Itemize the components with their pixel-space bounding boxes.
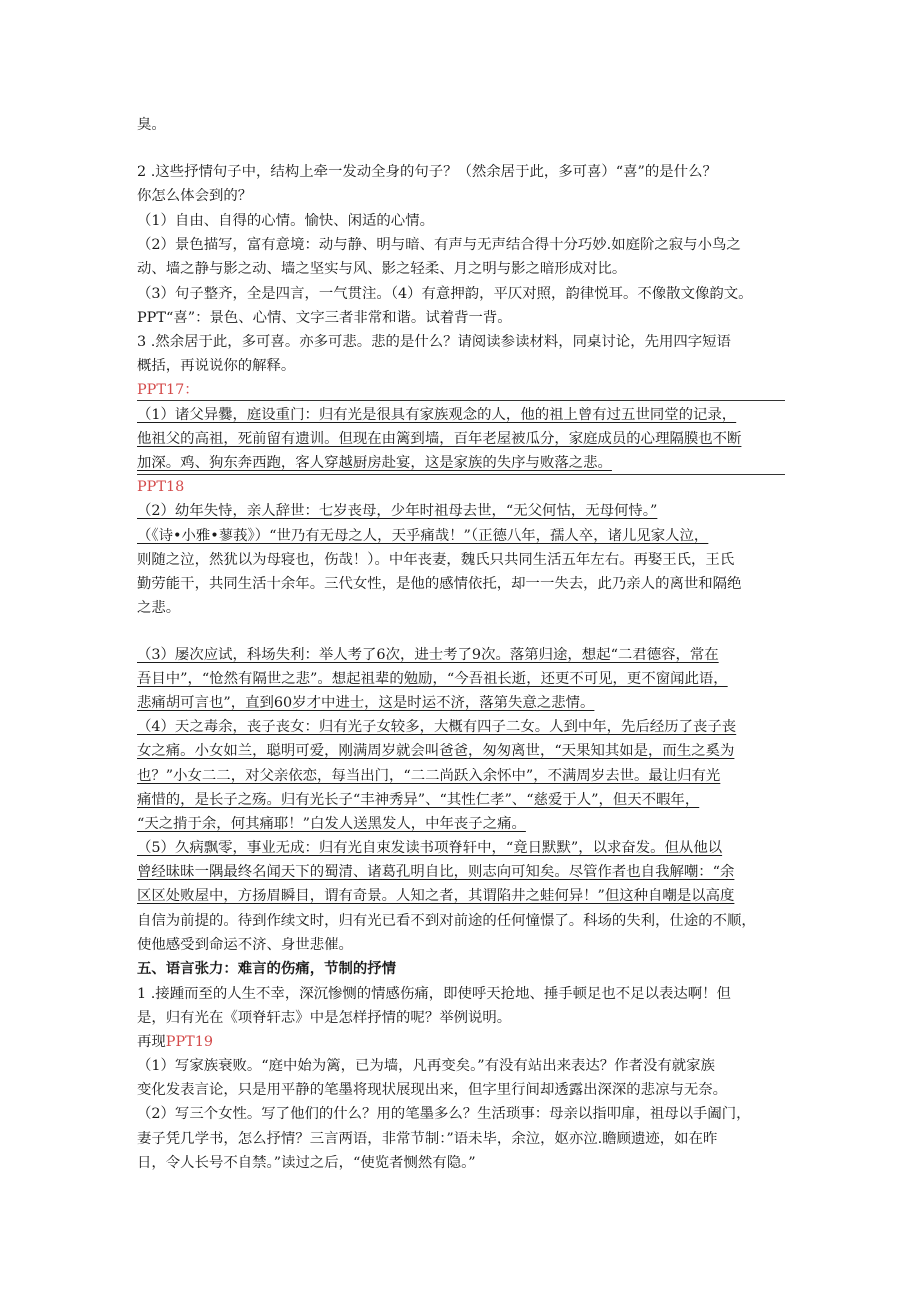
- text-line: 也？”小女二二，对父亲依恋，每当出门，“二二尚跃入余怀中”，不满周岁去世。最让归有光: [137, 768, 721, 784]
- text-line: 加深。鸡、狗东奔西跑，客人穿越厨房赴宴，这是家族的失序与败落之悲。: [137, 455, 612, 471]
- ppt19-label: PPT19: [165, 1034, 214, 1050]
- text-line: 他祖父的高祖，死前留有遗训。但现在由篱到墙，百年老屋被瓜分，家庭成员的心理隔膜也不断: [137, 431, 742, 447]
- text-line: 痛惜的，是长子之殇。归有光长子“丰神秀异”、“其性仁孝”、“慈爱于人”，但天不暇年，: [137, 792, 700, 808]
- text-line: 悲痛胡可言也”，直到60岁才中进士，这是时运不济，落第失意之悲情。: [137, 695, 595, 711]
- text-line: （1）写家族衰败。“庭中始为篱，已为墙，凡再变矣。”有没有站出来表达？作者没有就家族: [137, 1058, 715, 1074]
- text-line: 臭。: [137, 117, 166, 133]
- text-line: （2）景色描写，富有意境：动与静、明与暗、有声与无声结合得十分巧妙.如庭阶之寂与小鸟之: [137, 237, 741, 253]
- text-line: 概括，再说说你的解释。: [137, 358, 296, 374]
- divider-line: [137, 474, 785, 475]
- text-line: 是，归有光在《项脊轩志》中是怎样抒情的呢？举例说明。: [137, 1010, 512, 1026]
- text-line: [137, 1032, 213, 1052]
- text-line: （1）自由、自得的心情。愉快、闲适的心情。: [137, 213, 434, 229]
- replay-label: 再现: [137, 1034, 166, 1050]
- reading-point-4: （4）天之毒余，丧子丧女：归有光子女较多，大概有四子二女。人到中年，先后经历了丧子丧: [137, 719, 737, 735]
- divider-line: [137, 400, 785, 401]
- text-line: “天之掯于余，何其痛耶！”白发人送黑发人，中年丧子之痛。: [137, 816, 526, 832]
- text-line: 动、墙之静与影之动、墙之坚实与风、影之轻柔、月之明与影之暗形成对比。: [137, 261, 627, 277]
- ppt18-label: PPT18: [137, 479, 185, 495]
- text-line: （《诗•小雅•蓼莪》）“世乃有无母之人，天乎痛哉！”（正德八年，孺人卒，诸儿见家人泣，: [137, 528, 709, 544]
- text-line: 你怎么体会到的？: [137, 188, 253, 204]
- text-line: （3）句子整齐，全是四言，一气贯注。（4）有意押韵，平仄对照，韵律悦耳。不像散文像韵文。: [137, 286, 753, 302]
- text-line: 勤劳能干，共同生活十余年。三代女性，是他的感情依托，却一一失去，此乃亲人的离世和隔绝: [137, 576, 742, 592]
- text-line: 区区处败屋中，方扬眉瞬目，谓有奇景。人知之者，其谓陷井之蛙何异！”但这种自嘲是以高度: [137, 888, 735, 904]
- text-line: 变化发表言论，只是用平静的笔墨将现状展现出来，但字里行间却透露出深深的悲凉与无奈。: [137, 1082, 728, 1098]
- reading-point-5: （5）久病飘零，事业无成：归有光自束发读书项脊轩中，“竟日默默”，以求奋发。但从他以: [137, 840, 723, 856]
- text-line: PPT“喜”：景色、心情、文字三者非常和谐。试着背一背。: [137, 310, 512, 326]
- ppt17-label: PPT17：: [137, 382, 199, 398]
- reading-point-2: （2）幼年失恃，亲人辞世：七岁丧母，少年时祖母去世，“无父何怙，无母何恃。”: [137, 503, 658, 519]
- reading-point-1: （1）诸父异爨，庭设重门：归有光是很具有家族观念的人，他的祖上曾有过五世同堂的记录，: [137, 407, 737, 423]
- text-line: 吾目中”，“怆然有隔世之悲”。想起祖辈的勉励，“今吾祖长逝，还更不可见，更不窗闻此语，: [137, 671, 728, 687]
- text-line: 使他感受到命运不济、身世悲催。: [137, 937, 353, 953]
- question-1: 1 .接踵而至的人生不幸，深沉惨恻的情感伤痛，即使呼天抢地、捶手顿足也不足以表达啊！但: [137, 986, 731, 1002]
- text-line: 日，令人长号不自禁。”读过之后，“使览者恻然有隐。”: [137, 1155, 476, 1171]
- text-line: （2）写三个女性。写了他们的什么？用的笔墨多么？生活琐事：母亲以指叩扉，祖母以手阖门，: [137, 1106, 751, 1122]
- text-line: 曾经昧昧一隅最终名闻天下的蜀清、诸葛孔明自比，则志向可知矣。尽管作者也自我解嘲：“余: [137, 864, 735, 880]
- question-3: 3 .然余居于此，多可喜。亦多可悲。悲的是什么？请阅读参读材料，同桌讨论，先用四字短语: [137, 334, 731, 350]
- text-line: 之悲。: [137, 600, 181, 616]
- text-line: 女之痛。小女如兰，聪明可爱，刚满周岁就会叫爸爸，匆匆离世，“天果知其如是，而生之奚为: [137, 743, 735, 759]
- section-5-heading: 五、语言张力：难言的伤痛，节制的抒情: [137, 961, 397, 977]
- text-line: 则随之泣，然犹以为母寝也，伤哉！）。中年丧妻，魏氏只共同生活五年左右。再娶王氏，王氏: [137, 552, 735, 568]
- reading-point-3: （3）屡次应试，科场失利：举人考了6次，进士考了9次。落第归途，想起“二君德容，常在: [137, 647, 719, 663]
- question-2: 2 .这些抒情句子中，结构上牵一发动全身的句子？（然余居于此，多可喜）“喜”的是什么？: [137, 164, 717, 180]
- text-line: 自信为前提的。待到作续文时，归有光已看不到对前途的任何憧憬了。科场的失利，仕途的不顺，: [137, 913, 756, 929]
- text-line: 妻子凭几学书，怎么抒情？三言两语，非常节制：”语未毕，余泣，妪亦泣.瞻顾遗迹，如在昨: [137, 1131, 718, 1147]
